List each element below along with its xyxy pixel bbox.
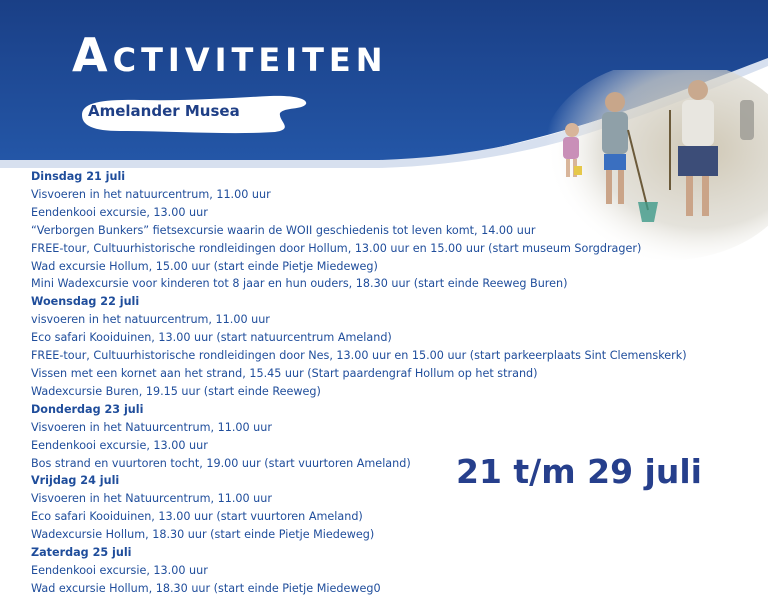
day-heading: Vrijdag 24 juli [31,474,120,488]
day-heading: Donderdag 23 juli [31,402,144,416]
activity-item: visvoeren in het natuurcentrum, 11.00 uur [31,313,270,327]
page-title: Activiteiten [72,28,388,82]
day-heading: Zaterdag 25 juli [31,546,132,560]
activity-item: Eendenkooi excursie, 13.00 uur [31,563,208,577]
activity-schedule [31,168,731,598]
day-heading: Woensdag 22 juli [31,295,140,309]
activity-item: Visvoeren in het Natuurcentrum, 11.00 uur [31,492,272,506]
activity-item: Wad excursie Hollum, 15.00 uur (start einde Pietje Miedeweg) [31,259,378,273]
activity-item: Vissen met een kornet aan het strand, 15.45 uur (Start paardengraf Hollum op het strand) [31,366,538,380]
activity-item: Bos strand en vuurtoren tocht, 19.00 uur (start vuurtoren Ameland) [31,456,411,470]
museum-name: Amelander Musea [88,102,240,120]
date-range: 21 t/m 29 juli [456,452,702,491]
activity-item: Wadexcursie Hollum, 18.30 uur (start einde Pietje Miedeweg) [31,528,375,542]
activity-item: Eco safari Kooiduinen, 13.00 uur (start natuurcentrum Ameland) [31,331,392,345]
activity-item: Mini Wadexcursie voor kinderen tot 8 jaar en hun ouders, 18.30 uur (start einde Reeweg Buren) [31,277,568,291]
activity-item: FREE-tour, Cultuurhistorische rondleidingen door Hollum, 13.00 uur en 15.00 uur (start museum Sorgdrager) [31,241,642,255]
day-heading: Dinsdag 21 juli [31,170,126,183]
activity-item: Eendenkooi excursie, 13.00 uur [31,205,208,219]
activity-item: FREE-tour, Cultuurhistorische rondleidingen door Nes, 13.00 uur en 15.00 uur (start parkeerplaats Sint Clemenskerk) [31,349,687,363]
activity-item: Wadexcursie Buren, 19.15 uur (start einde Reeweg) [31,384,321,398]
activity-item: Eco safari Kooiduinen, 13.00 uur (start vuurtoren Ameland) [31,510,363,524]
activity-item: “Verborgen Bunkers” fietsexcursie waarin de WOII geschiedenis tot leven komt, 14.00 uur [31,223,536,237]
activity-item: Visvoeren in het natuurcentrum, 11.00 uur [31,187,271,201]
activity-item: Wad excursie Hollum, 18.30 uur (start einde Pietje Miedeweg0 [31,581,381,595]
activity-item: Eendenkooi excursie, 13.00 uur [31,438,208,452]
activity-item: Visvoeren in het Natuurcentrum, 11.00 uur [31,420,272,434]
museum-logo [80,95,310,135]
